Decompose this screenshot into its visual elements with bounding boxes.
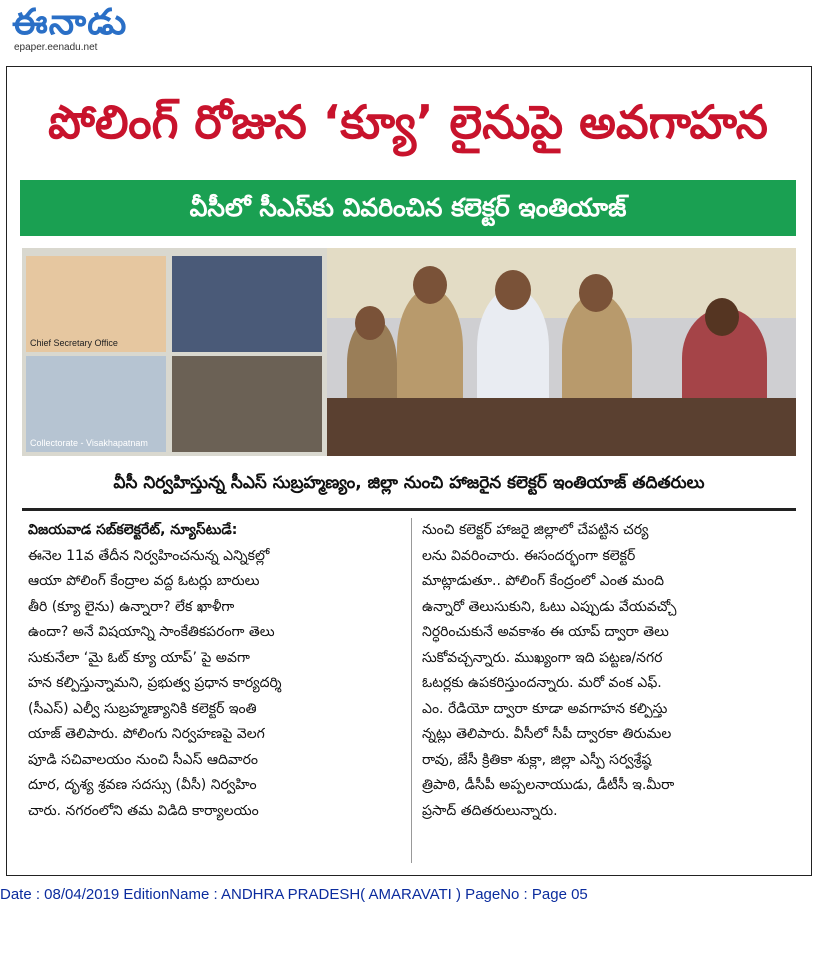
article-headline: పోలింగ్ రోజున ‘క్యూ’ లైనుపై అవగాహన (48, 95, 768, 149)
caption-rule (22, 508, 796, 511)
edition-footer: Date : 08/04/2019 EditionName : ANDHRA PRADESH( AMARAVATI ) PageNo : Page 05 (0, 886, 588, 903)
body-line: ఎం. రేడియో ద్వారా కూడా అవగాహన కల్పిస్తు (422, 700, 668, 717)
meeting-room (327, 248, 796, 456)
body-line: ఓటర్లకు ఉపకరిస్తుందన్నారు. మరో వంక ఎఫ్. (422, 675, 662, 691)
body-line: పూడి సచివాలయం నుంచి సీఎస్ ఆదివారం (28, 751, 258, 768)
person-head (413, 266, 447, 304)
article-subheadline: వీసీలో సీఎస్‌కు వివరించిన కలెక్టర్ ఇంతియాజ్ (20, 180, 796, 236)
body-line: మాట్లాడుతూ.. పోలింగ్ కేంద్రంలో ఎంత మంది (422, 573, 664, 589)
eenadu-logo[interactable]: ఈనాడు (12, 2, 128, 43)
conference-table (327, 398, 796, 456)
body-line: సుకునేలా ‘మై ఓట్ క్యూ యాప్’ పై అవగా (28, 649, 250, 666)
photo-caption: వీసీ నిర్వహిస్తున్న సీఎస్ సుబ్రహ్మణ్యం, జిల్లా నుంచి హాజరైన కలెక్టర్ ఇంతియాజ్ తదితరులు (113, 473, 705, 493)
body-line: త్రిపాఠి, డీసీపీ అప్పలనాయుడు, డీటీసీ ఇ.మీరా (422, 777, 675, 793)
screen-label: Chief Secretary Office (30, 338, 118, 348)
body-line: ఆయా పోలింగ్ కేంద్రాల వద్ద ఓటర్లు బారులు (28, 573, 260, 589)
screen-panel (172, 256, 322, 352)
person (397, 288, 463, 408)
column-divider (411, 518, 412, 863)
screen-panel (172, 356, 322, 452)
body-line: యాజ్ తెలిపారు. పోలింగు నిర్వహణపై వెలగ (28, 726, 265, 742)
body-line: హన కల్పిస్తున్నామని, ప్రభుత్వ ప్రధాన కార్యదర్శి (28, 675, 282, 691)
news-photo (22, 248, 796, 456)
body-line: ఉన్నారో తెలుసుకుని, ఓటు ఎప్పుడు వేయవచ్చో (422, 598, 677, 615)
dateline: విజయవాడ సబ్‌కలెక్టరేట్, న్యూస్‌టుడే: (28, 522, 238, 538)
body-line: తీరి (క్యూ లైను) ఉన్నారా? లేక ఖాళీగా (28, 598, 235, 615)
body-column-right (422, 518, 797, 824)
logo-url: epaper.eenadu.net (14, 42, 98, 53)
body-line: (సీఎస్) ఎల్వీ సుబ్రహ్మణ్యానికి కలెక్టర్ ఇంతి (28, 700, 257, 717)
body-line: రావు, జేసీ క్రితికా శుక్లా, జిల్లా ఎస్పీ సర్వశ్రేష్ఠ (422, 751, 652, 768)
person-head (355, 306, 385, 340)
person-head (495, 270, 531, 310)
body-line: సుకోవచ్చన్నారు. ముఖ్యంగా ఇది పట్టణ/నగర (422, 649, 663, 666)
video-conference-screen (22, 248, 327, 456)
person-head (579, 274, 613, 312)
screen-label: Collectorate - Visakhapatnam (30, 438, 148, 448)
person-head (705, 298, 739, 336)
body-line: దూర, దృశ్య శ్రవణ సదస్సు (వీసీ) నిర్వహిం (28, 777, 257, 793)
body-line: ఈనెల 11వ తేదీన నిర్వహించనున్న ఎన్నికల్లో (28, 547, 270, 564)
body-line: లను వివరించారు. ఈసందర్భంగా కలెక్టర్ (422, 547, 636, 564)
body-column-left (28, 518, 403, 824)
body-line: ప్రసాద్ తదితరులున్నారు. (422, 802, 558, 819)
body-line: నిర్ధరించుకునే అవకాశం ఈ యాప్ ద్వారా తెలు (422, 624, 669, 640)
body-line: నుంచి కలెక్టర్ హాజరై జిల్లాలో చేపట్టిన చర్య (422, 522, 649, 538)
body-line: న్నట్లు తెలిపారు. వీసీలో సీపీ ద్వారకా తిరుమల (422, 726, 672, 742)
masthead (6, 2, 166, 58)
body-line: చారు. నగరంలోని తమ విడిది కార్యాలయం (28, 802, 259, 819)
body-line: ఉందా? అనే విషయాన్ని సాంకేతికపరంగా తెలు (28, 624, 275, 640)
